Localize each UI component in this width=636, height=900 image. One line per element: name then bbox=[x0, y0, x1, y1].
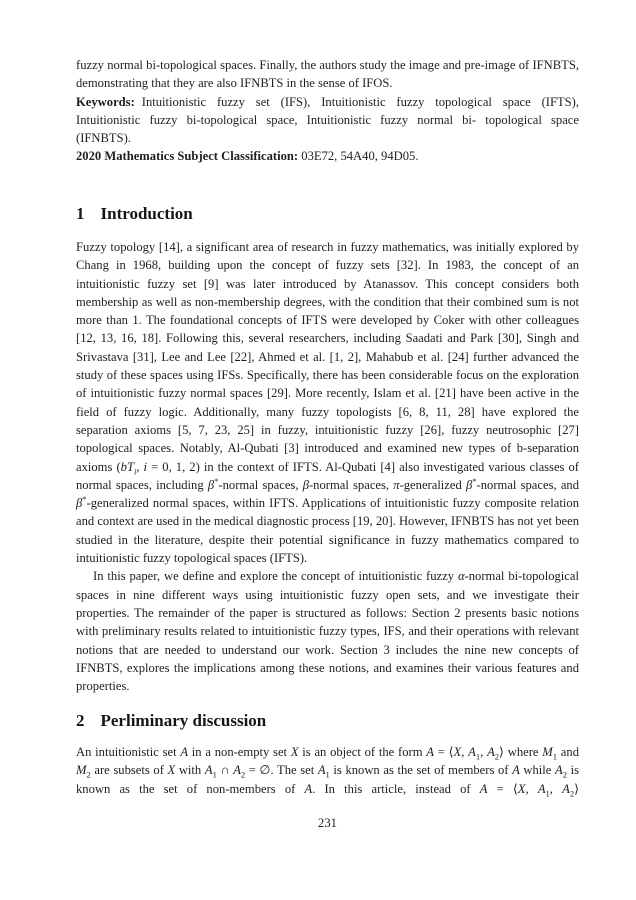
front-matter bbox=[76, 56, 579, 166]
section-2-body bbox=[76, 743, 579, 798]
abstract-continuation-paragraph: fuzzy normal bi-topological spaces. Finally, the authors study the image and pre-image of IFNBTS, demonstrating that they are also IFNBTS in the sense of IFOS. bbox=[76, 58, 579, 91]
page-number: 231 bbox=[318, 816, 337, 830]
section-1-title: Introduction bbox=[100, 204, 193, 223]
section-1-body bbox=[76, 238, 579, 695]
section-2-title: Perliminary discussion bbox=[100, 711, 267, 730]
section-1-heading bbox=[76, 204, 579, 224]
prelim-paragraph-1: An intuitionistic set A in a non-empty set X is an object of the form A = ⟨X, $A_1$, $A_2⟩$ where $M_1$ and $M_2$ are subsets of X with $A_1$ ∩ $A_2$ = ∅. The set $A_1$ is known as the set of members of A while $A_2$ is known as the set of non-members of A. In this article, instead of A = ⟨X, $A_1$, $A_2⟩$ bbox=[76, 745, 580, 799]
msc-label: 2020 Mathematics Subject Classification: bbox=[76, 149, 299, 164]
keywords-paragraph bbox=[76, 93, 579, 148]
section-2-number: 2 bbox=[76, 711, 85, 730]
intro-paragraph-2: In this paper, we define and explore the concept of intuitionistic fuzzy α-normal bi-topological spaces in nine different ways using intuitionistic fuzzy open sets, and we investigate their properties. The remainder of the paper is structured as follows: Section 2 presents basic notions with preliminary results related to intuitionistic fuzzy types, IFS, and their operations with relevant notions that are needed to understand our work. Section 3 includes the nine new concepts of IFNBTS, explores the implications among these notions, and examines their various features and properties. bbox=[76, 569, 579, 694]
section-1-number: 1 bbox=[76, 204, 85, 223]
keywords-text: Intuitionistic fuzzy set (IFS), Intuitionistic fuzzy topological space (IFTS), Intuitionistic fuzzy bi-topological space, Intuitionistic fuzzy normal bi- topological space (IFNBTS). bbox=[76, 94, 579, 146]
keywords-label: Keywords: bbox=[76, 94, 135, 109]
msc-text: 03E72, 54A40, 94D05. bbox=[301, 149, 419, 164]
msc-paragraph bbox=[76, 147, 579, 165]
intro-paragraph-1: Fuzzy topology [14], a significant area of research in fuzzy mathematics, was initially explored by Chang in 1968, building upon the concept of fuzzy sets [32]. In 1983, the concept of an intuitionistic fuzzy set [9] was later introduced by Atanassov. This concept considers both membership as well as non-membership degrees, with the condition that their combined sum is not more than 1. The foundational concepts of IFTS were developed by Coker with other colleagues [12, 13, 16, 18]. Following this, several researchers, including Saadati and Park [30], Singh and Srivastava [31], Lee and Lee [22], Ahmed et al. [1, 2], Mahabub et al. [24] further advanced the study of these spaces using IFSs. Specifically, there has been considerable focus on the exploration of intuitionistic fuzzy normal spaces [29]. More recently, Islam et al. [21] have been active in the field of fuzzy logic. Additionally, many fuzzy topologists [6, 8, 11, 28] have explored the separation axioms [5, 7, 23, 25] in fuzzy, intuitionistic fuzzy [26], fuzzy neutrosophic [27] topological spaces. Notably, Al-Qubati [3] introduced and examined new types of b-separation axioms ($bT_i$, i = 0, 1, 2) in the context of IFTS. Al-Qubati [4] also investigated various classes of normal spaces, including β*-normal spaces, β-normal spaces, π-generalized β*-normal spaces, and β*-generalized normal spaces, within IFTS. Applications of intuitionistic fuzzy composite relation and context are used in the medical diagnostic process [19, 20]. However, IFNBTS has not yet been studied in the literature, despite their potential significance in fuzzy mathematics compared to intuitionistic fuzzy topological spaces (IFTS). bbox=[76, 240, 580, 566]
section-2-heading bbox=[76, 711, 579, 731]
